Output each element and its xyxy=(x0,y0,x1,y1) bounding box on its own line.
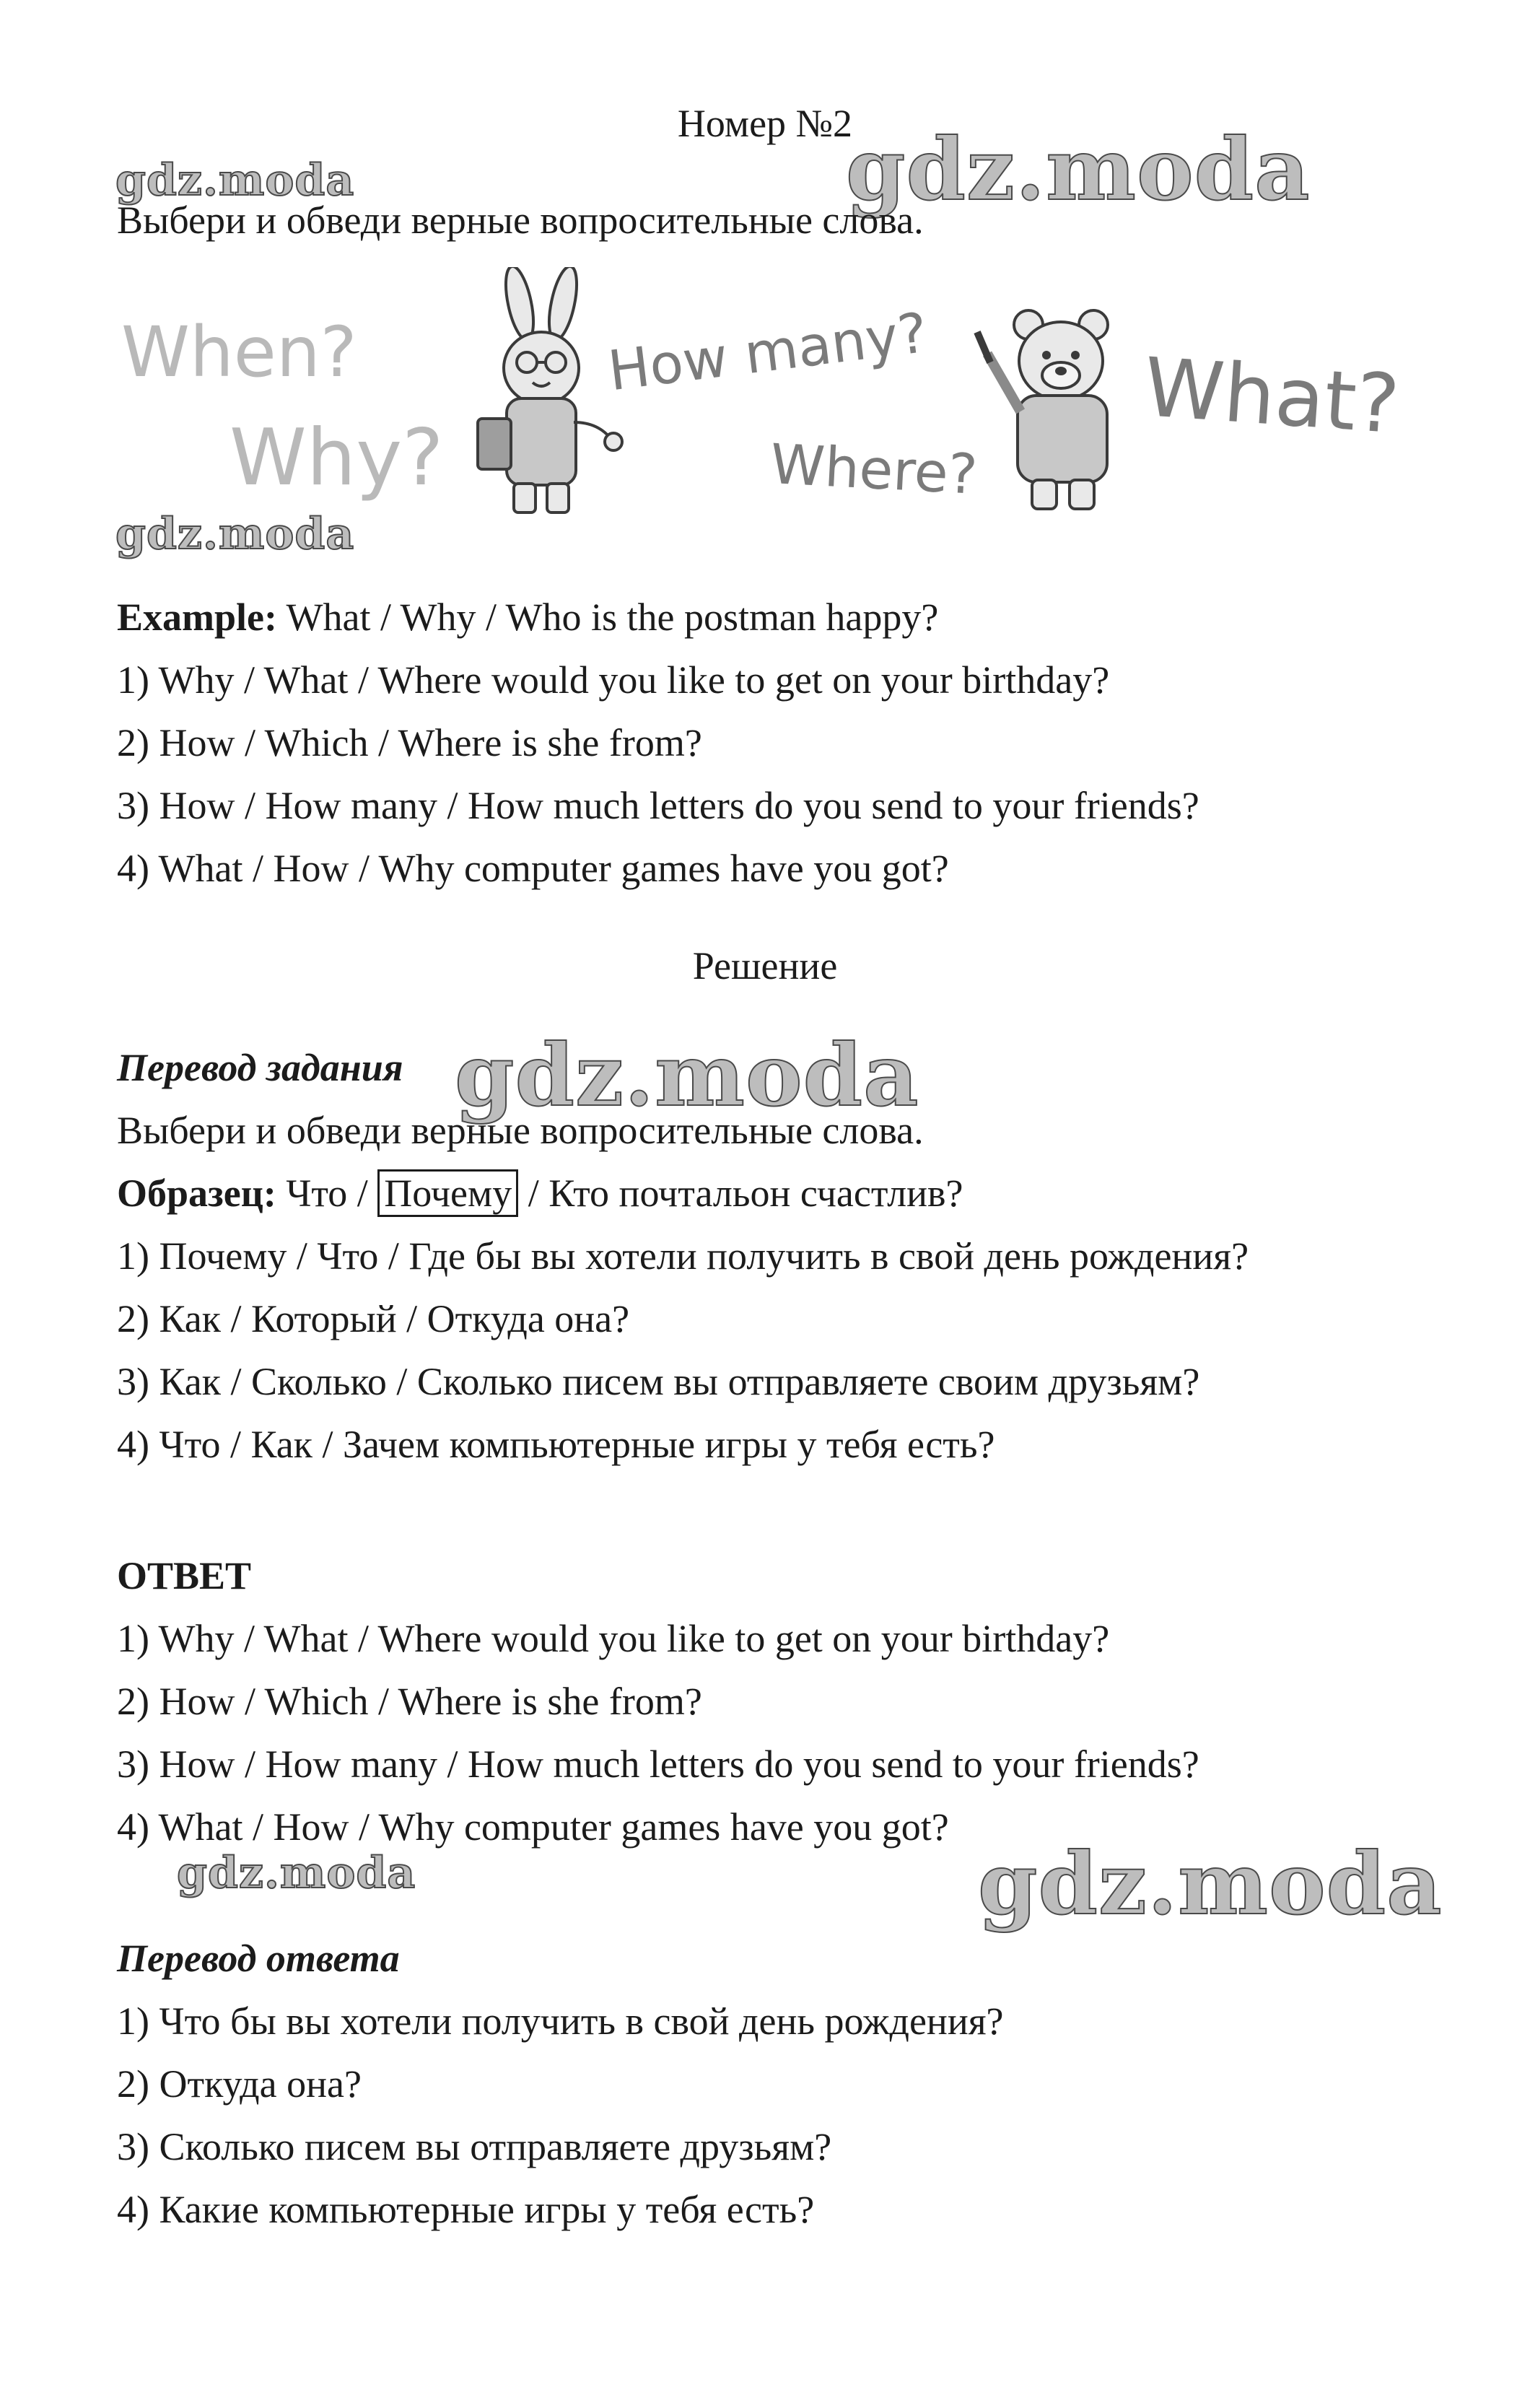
question-word-how-many: How many? xyxy=(605,300,931,403)
translation-heading: Перевод задания xyxy=(117,1046,403,1089)
answer-translation-item: 2) Откуда она? xyxy=(117,2062,362,2106)
translation-instruction: Выбери и обведи верные вопросительные слова. xyxy=(117,1109,924,1152)
watermark: gdz.moda xyxy=(846,119,1311,219)
exercise-item: 2) How / Which / Where is she from? xyxy=(117,721,702,764)
translation-item: 2) Как / Который / Откуда она? xyxy=(117,1297,630,1340)
question-word-what: What? xyxy=(1140,341,1402,453)
question-word-where: Where? xyxy=(769,432,979,507)
translation-item: 1) Почему / Что / Где бы вы хотели получить в свой день рождения? xyxy=(117,1234,1249,1278)
example-text: What / Why / Who is the postman happy? xyxy=(277,596,939,639)
answer-item: 4) What / How / Why computer games have you got? xyxy=(117,1805,949,1849)
sample-before: Что / xyxy=(276,1172,378,1215)
question-word-when: When? xyxy=(121,312,357,393)
answer-translation-item: 1) Что бы вы хотели получить в свой день рождения? xyxy=(117,1999,1004,2043)
watermark: gdz.moda xyxy=(978,1833,1443,1934)
answer-item: 2) How / Which / Where is she from? xyxy=(117,1680,702,1723)
rabbit-character-icon xyxy=(462,267,628,520)
answer-translation-item: 4) Какие компьютерные игры у тебя есть? xyxy=(117,2188,815,2231)
exercise-item: 1) Why / What / Where would you like to get on your birthday? xyxy=(117,658,1110,702)
answer-translation-item: 3) Сколько писем вы отправляете друзьям? xyxy=(117,2125,832,2168)
answer-translation-heading: Перевод ответа xyxy=(117,1937,400,1980)
answer-item: 1) Why / What / Where would you like to get on your birthday? xyxy=(117,1617,1110,1660)
bear-character-icon xyxy=(945,303,1148,520)
exercise-item: 4) What / How / Why computer games have you got? xyxy=(117,847,949,890)
answer-heading: ОТВЕТ xyxy=(117,1554,252,1597)
exercise-item: 3) How / How many / How much letters do you send to your friends? xyxy=(117,784,1199,827)
watermark: gdz.moda xyxy=(455,1025,919,1125)
circled-answer: Почему xyxy=(377,1169,518,1217)
solution-heading: Решение xyxy=(692,944,838,987)
question-word-why: Why? xyxy=(230,413,444,503)
translation-item: 4) Что / Как / Зачем компьютерные игры у тебя есть? xyxy=(117,1423,995,1466)
watermark: gdz.moda xyxy=(115,509,355,559)
page-title: Номер №2 xyxy=(677,102,853,145)
watermark: gdz.moda xyxy=(115,155,355,206)
watermark: gdz.moda xyxy=(177,1848,416,1898)
translation-item: 3) Как / Сколько / Сколько писем вы отправляете своим друзьям? xyxy=(117,1360,1200,1403)
sample-after: / Кто почтальон счастлив? xyxy=(518,1172,963,1215)
example-line xyxy=(117,593,938,641)
answer-item: 3) How / How many / How much letters do you send to your friends? xyxy=(117,1742,1199,1786)
example-label: Example: xyxy=(117,596,277,639)
task-instruction: Выбери и обведи верные вопросительные слова. xyxy=(117,199,924,242)
sample-line xyxy=(117,1169,963,1217)
sample-label: Образец: xyxy=(117,1172,276,1215)
